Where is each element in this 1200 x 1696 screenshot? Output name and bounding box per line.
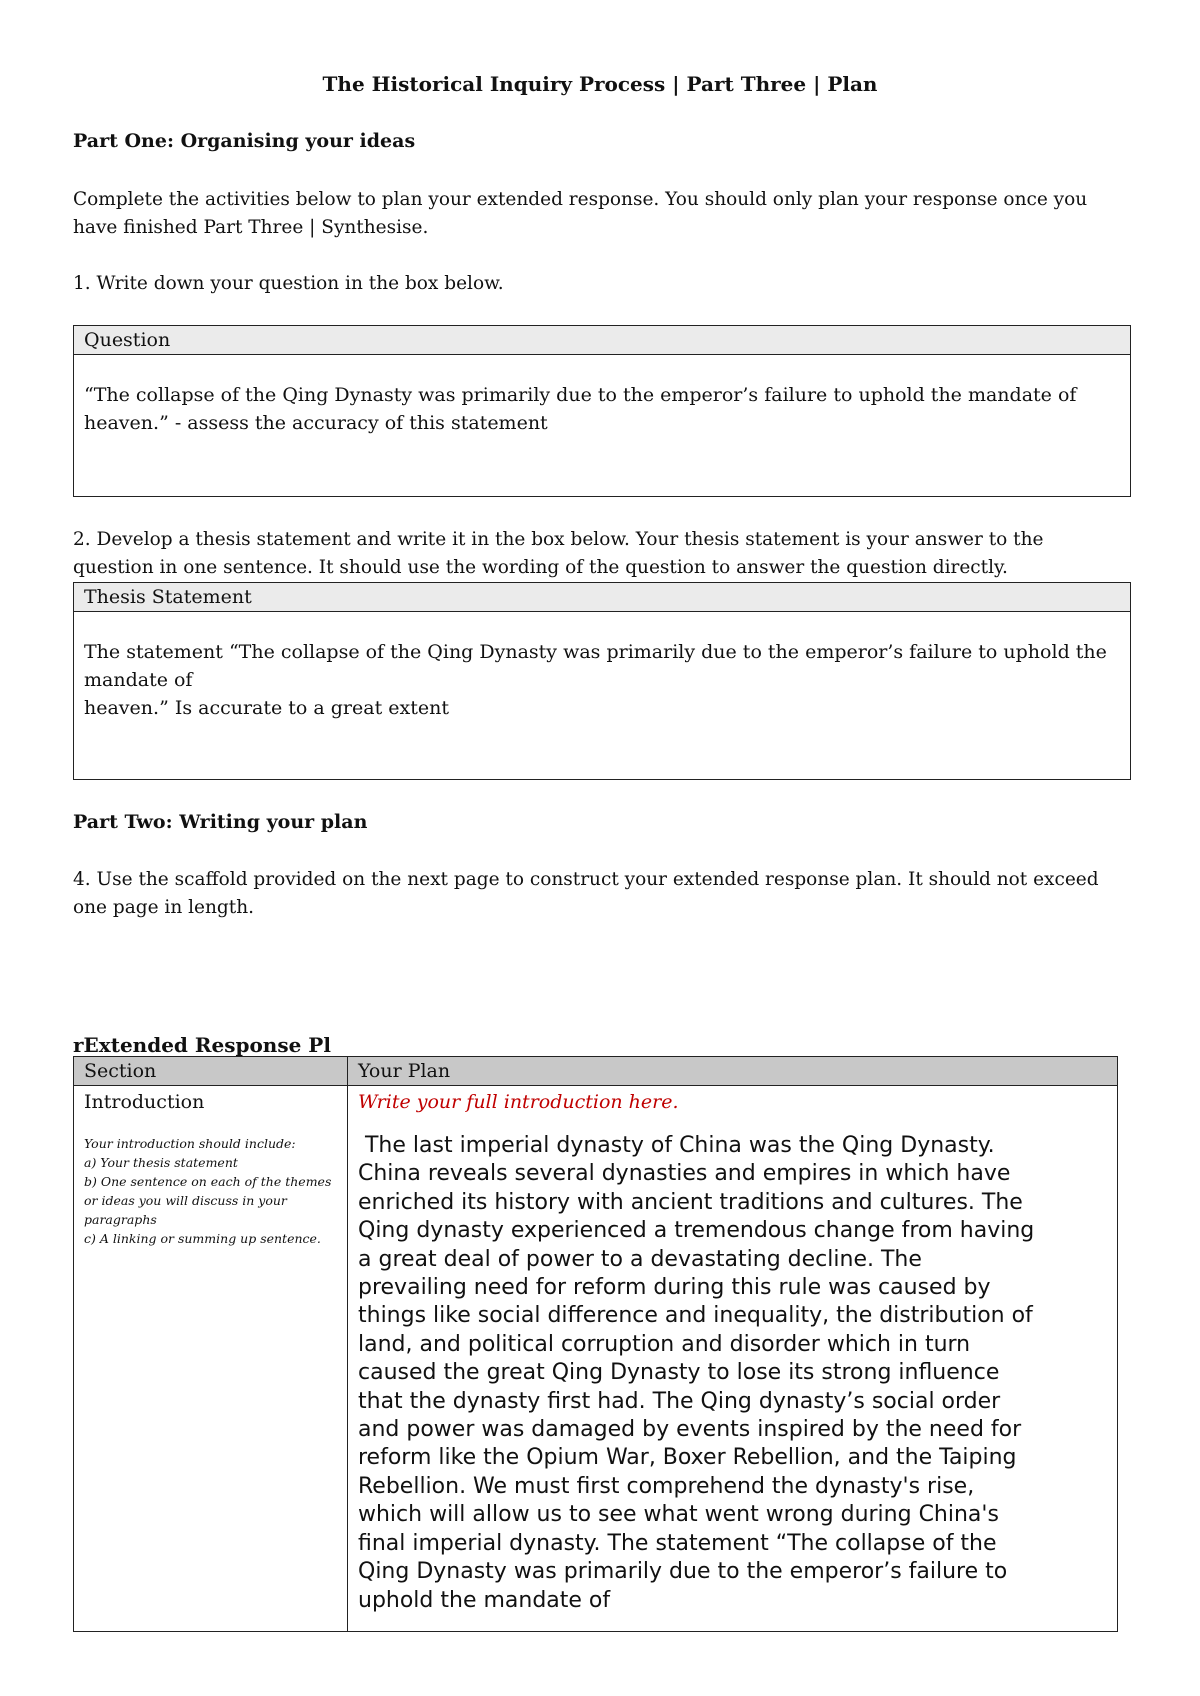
part-one-heading: Part One: Organising your ideas — [73, 130, 416, 152]
guidance-line: b) One sentence on each of the themes — [84, 1174, 332, 1189]
introduction-section-cell — [74, 1086, 348, 1632]
thesis-text[interactable] — [74, 612, 1130, 722]
guidance-line: or ideas you will discuss in your — [84, 1193, 287, 1208]
introduction-plan-cell[interactable] — [348, 1086, 1118, 1632]
body-line: and power was damaged by events inspired by the need for — [358, 1417, 1022, 1443]
guidance-line: c) A linking or summing up sentence. — [84, 1231, 321, 1246]
instructions-line: Complete the activities below to plan your extended response. You should only plan your response once you — [73, 189, 1088, 210]
step-1-instruction: 1. Write down your question in the box below. — [73, 273, 504, 294]
question-line: heaven.” - assess the accuracy of this statement — [84, 412, 548, 434]
body-line: a great deal of power to a devastating decline. The — [358, 1246, 922, 1272]
question-box-header: Question — [74, 326, 1130, 355]
question-line: “The collapse of the Qing Dynasty was primarily due to the emperor’s failure to uphold the mandate of — [84, 384, 1077, 406]
body-line: caused the great Qing Dynasty to lose its strong influence — [358, 1360, 1000, 1386]
plan-table — [73, 1056, 1118, 1632]
part-two-heading: Part Two: Writing your plan — [73, 811, 368, 833]
introduction-guidance — [84, 1134, 337, 1248]
question-text[interactable] — [74, 355, 1130, 437]
introduction-label: Introduction — [84, 1091, 205, 1113]
thesis-line: heaven.” Is accurate to a great extent — [84, 697, 449, 719]
body-line: Rebellion. We must first comprehend the dynasty's rise, — [358, 1473, 975, 1499]
body-line: that the dynasty first had. The Qing dynasty’s social order — [358, 1388, 1001, 1414]
body-line: land, and political corruption and disorder which in turn — [358, 1331, 971, 1357]
plan-table-header-row — [74, 1057, 1118, 1086]
step-2-instruction — [73, 526, 1043, 582]
guidance-line: a) Your thesis statement — [84, 1155, 238, 1170]
body-line: reform like the Opium War, Boxer Rebellion, and the Taiping — [358, 1445, 1017, 1471]
plan-heading: rExtended Response Pl — [73, 1033, 331, 1057]
body-line: enriched its history with ancient traditions and cultures. The — [358, 1189, 1023, 1215]
body-line: uphold the mandate of — [358, 1587, 611, 1613]
column-header-section: Section — [74, 1057, 348, 1086]
thesis-line: mandate of — [84, 669, 193, 691]
document-title: The Historical Inquiry Process | Part Three | Plan — [322, 72, 878, 96]
column-header-plan: Your Plan — [348, 1057, 1118, 1086]
step-4-instruction — [73, 866, 1099, 922]
step-4-line: 4. Use the scaffold provided on the next page to construct your extended response plan. It should not exceed — [73, 869, 1099, 890]
instructions-paragraph — [73, 186, 1087, 242]
thesis-box-header: Thesis Statement — [74, 583, 1130, 612]
body-line: final imperial dynasty. The statement “The collapse of the — [358, 1530, 997, 1556]
step-4-line: one page in length. — [73, 897, 254, 918]
introduction-body[interactable] — [358, 1132, 1107, 1615]
step-2-line: question in one sentence. It should use the wording of the question to answer the question directly. — [73, 557, 1008, 578]
body-line: which will allow us to see what went wrong during China's — [358, 1502, 999, 1528]
introduction-row — [74, 1086, 1118, 1632]
question-box — [73, 325, 1131, 497]
body-line: prevailing need for reform during this rule was caused by — [358, 1275, 991, 1301]
body-line: Qing dynasty experienced a tremendous change from having — [358, 1218, 1035, 1244]
thesis-box — [73, 582, 1131, 780]
instructions-line: have finished Part Three | Synthesise. — [73, 217, 429, 238]
guidance-line: Your introduction should include: — [84, 1136, 296, 1151]
body-line: things like social difference and inequality, the distribution of — [358, 1303, 1033, 1329]
body-line: China reveals several dynasties and empires in which have — [358, 1161, 1011, 1187]
step-2-line: 2. Develop a thesis statement and write it in the box below. Your thesis statement is your answer to the — [73, 529, 1044, 550]
thesis-line: The statement “The collapse of the Qing Dynasty was primarily due to the emperor’s failure to uphold the — [84, 641, 1107, 663]
body-line: The last imperial dynasty of China was the Qing Dynasty. — [358, 1133, 995, 1158]
guidance-line: paragraphs — [84, 1212, 157, 1227]
introduction-prompt: Write your full introduction here. — [358, 1091, 679, 1113]
body-line: Qing Dynasty was primarily due to the emperor’s failure to — [358, 1559, 1008, 1585]
